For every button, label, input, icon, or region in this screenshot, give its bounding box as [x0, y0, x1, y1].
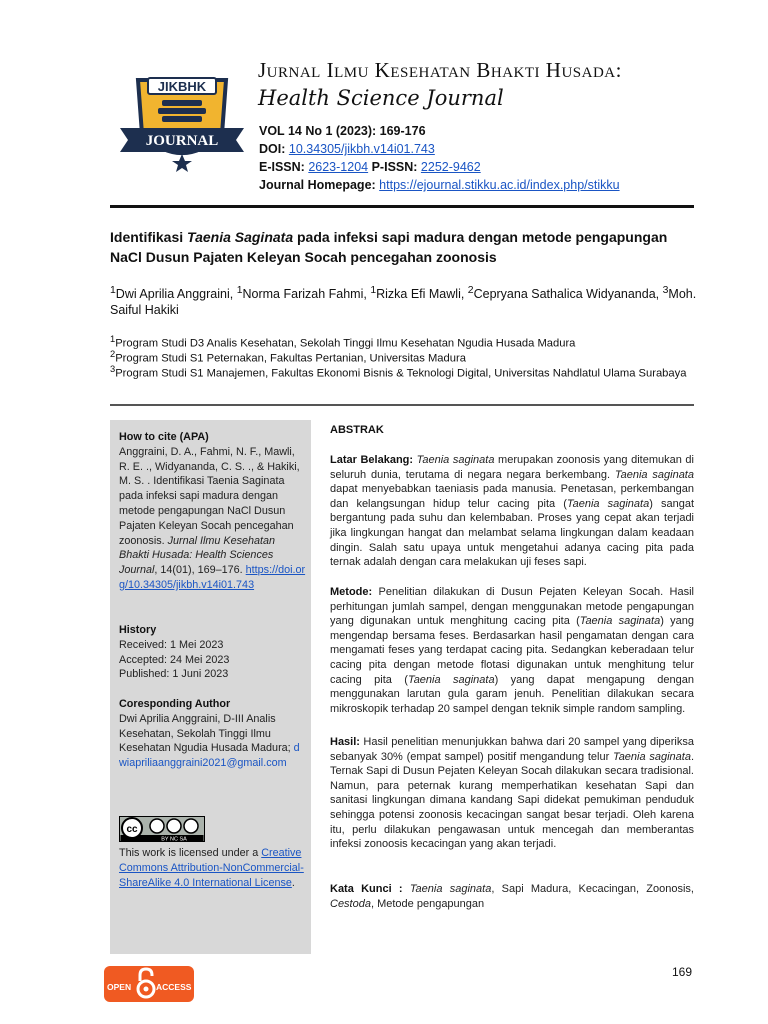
- affiliation-3: $^3$Program Studi S1 Manajemen, Fakultas Ekonomi Bisnis & Teknologi Digital, Universitas Nahdlatul Ulama Surabaya: [110, 364, 687, 380]
- author-name: Rizka Efi Mawli,: [376, 287, 468, 302]
- page-number: 169: [672, 965, 693, 979]
- svg-text:ACCESS: ACCESS: [156, 982, 192, 992]
- author-name: Dwi Aprilia Anggraini,: [115, 287, 237, 302]
- citation-doi-link[interactable]: https://doi.org/10.34305/jikbh.v14i01.743: [119, 564, 306, 591]
- article-title: Identifikasi Taenia Saginata pada infeksi sapi madura dengan metode pengapungan NaCl Dusun Pajaten Keleyan Socah pencegahan zoonosis: [110, 229, 668, 265]
- open-access-badge: [104, 966, 194, 1002]
- doi-line: DOI: 10.34305/jikbh.v14i01.743: [259, 142, 435, 156]
- logo-text-banner: JOURNAL: [145, 133, 219, 149]
- author-heading: Coresponding Author: [119, 698, 231, 710]
- abstract-results: Hasil: Hasil penelitian menunjukkan bahwa dari 20 sampel yang diperiksa sebanyak 30% (empat sampel) positif mengandung telur Taenia saginata. Ternak Sapi di Dusun Pejaten Keleyan Socah dilakukan secara tradisional. Namun, para peternak kurang memperhatikan kesehatan Sapi dan sanitasi lingkungan dimana kandang Sapi didekat pemukiman penduduk sehingga potensi zoonosis kecacingan sangat besar terjadi. Oleh karena itu, perlu dilakukan pengawasan untuk mencegah dan memberantas infeksi zonoosis kecacingan yang akan terjadi.: [330, 736, 694, 851]
- corresponding-author-block: Coresponding Author Dwi Aprilia Anggraini, D-III Analis Kesehatan, Sekolah Tinggi Ilmu Kesehatan Ngudia Husada Madura; dwiapriliaanggraini2021@gmail.com: [119, 697, 307, 771]
- citation-block: How to cite (APA) Anggraini, D. A., Fahmi, N. F., Mawli, R. E. ., Widyananda, C. S. ., & Hakiki, M. S. . Identifikasi Taenia Saginata pada infeksi sapi madura dengan metode pengapungan NaCl Dusun Pajaten Keleyan Socah pencegahan zoonosis. Jurnal Ilmu Kesehatan Bhakti Husada: Health Sciences Journal, 14(01), 169–176. https://doi.org/10.34305/jikbh.v14i01.743: [119, 431, 306, 591]
- journal-logo: [118, 72, 246, 176]
- author-name: Cepryana Sathalica Widyananda,: [473, 287, 663, 302]
- volume-info: VOL 14 No 1 (2023): 169-176: [259, 124, 426, 138]
- article-sidebar: [110, 420, 311, 954]
- affiliation-2: $^2$Program Studi S1 Peternakan, Fakultas Pertanian, Universitas Madura: [110, 349, 466, 365]
- header-rule: [110, 205, 694, 208]
- history-heading: History: [119, 624, 157, 636]
- received-date: Received: 1 Mei 2023: [119, 638, 224, 651]
- history-block: [119, 623, 307, 682]
- homepage-link[interactable]: https://ejournal.stikku.ac.id/index.php/stikku: [379, 178, 620, 192]
- issn-line: E-ISSN: 2623-1204 P-ISSN: 2252-9462: [259, 160, 481, 174]
- author-list: $^1$Dwi Aprilia Anggraini, $^1$Norma Farizah Fahmi, $^1$Rizka Efi Mawli, $^2$Cepryana Sathalica Widyananda, $^3$Moh. Saiful Hakiki: [110, 285, 697, 318]
- author-email-link[interactable]: dwiapriliaanggraini2021@gmail.com: [119, 742, 300, 770]
- logo-text-top: JIKBHK: [157, 79, 207, 94]
- abstract-method: Metode: Penelitian dilakukan di Dusun Pejaten Keleyan Socah. Hasil perhitungan jumlah sampel, dengan menggunakan metode pengapungan yang digunakan untuk menghitung cacing pita (Taenia saginata) yang mengendap bersama feses. Berdasarkan hasil pengamatan dengan cara mengamati feses yang terdapat cacing pita. Sedangkan keberadaan telur cacing pita dengan metode flotasi digunakan untuk menghitung telur cacing pita (Taenia saginata) yang dapat mengapung dengan menggunakan larutan gula garam jenuh. Penelitian dilakukan secara mikroskopik terhadap 20 sampel dengan teknik simple random sampling.: [330, 586, 695, 715]
- published-date: Published: 1 Juni 2023: [119, 668, 229, 681]
- abstract-keywords: Kata Kunci : Taenia saginata, Sapi Madura, Kecacingan, Zoonosis, Cestoda, Metode pengapungan: [330, 883, 694, 910]
- pissn-link[interactable]: 2252-9462: [420, 160, 481, 174]
- abstract-background: Latar Belakang: Taenia saginata merupakan zoonosis yang ditemukan di seluruh dunia, terutama di negara negara berkembang. Taenia saginata dapat menyebabkan taeniasis pada manusia. Penetasan, perkembangan dan kelangsungan hidup telur cacing pita (Taenia saginata) sangat bergantung pada suhu dan kelembaban. Proses yang cepat akan terjadi jika lingkungan hangat dan melambat selama lingkungan dalam keadaan dingin. Salah satu upaya untuk mengetahui adanya cacing pita pada ternak adalah dengan cara melakukan uji feses sapi.: [330, 454, 694, 569]
- section-rule: [110, 404, 694, 406]
- license-link[interactable]: Creative Commons Attribution-NonCommercial-ShareAlike 4.0 International License: [119, 847, 304, 889]
- author-name: Moh. Saiful Hakiki: [110, 287, 697, 318]
- abstract-heading: ABSTRAK: [330, 424, 384, 436]
- eissn-link[interactable]: 2623-1204: [308, 160, 369, 174]
- affiliation-1: $^1$Program Studi D3 Analis Kesehatan, Sekolah Tinggi Ilmu Kesehatan Ngudia Husada Madura: [110, 334, 576, 350]
- svg-text:BY NC SA: BY NC SA: [161, 836, 187, 842]
- cc-license-badge: [119, 816, 205, 842]
- journal-subtitle: Health Science Journal: [258, 86, 504, 110]
- author-name: Norma Farizah Fahmi,: [242, 287, 371, 302]
- journal-title: Jurnal Ilmu Kesehatan Bhakti Husada:: [258, 58, 622, 82]
- svg-text:OPEN: OPEN: [107, 982, 132, 992]
- cite-heading: How to cite (APA): [119, 431, 209, 443]
- doi-link[interactable]: 10.34305/jikbh.v14i01.743: [288, 142, 435, 156]
- accepted-date: Accepted: 24 Mei 2023: [119, 653, 230, 666]
- license-text: This work is licensed under a Creative Commons Attribution-NonCommercial-ShareAlike 4.0 International License.: [119, 847, 304, 889]
- homepage-line: Journal Homepage: https://ejournal.stikku.ac.id/index.php/stikku: [259, 178, 620, 192]
- svg-text:cc: cc: [126, 824, 138, 835]
